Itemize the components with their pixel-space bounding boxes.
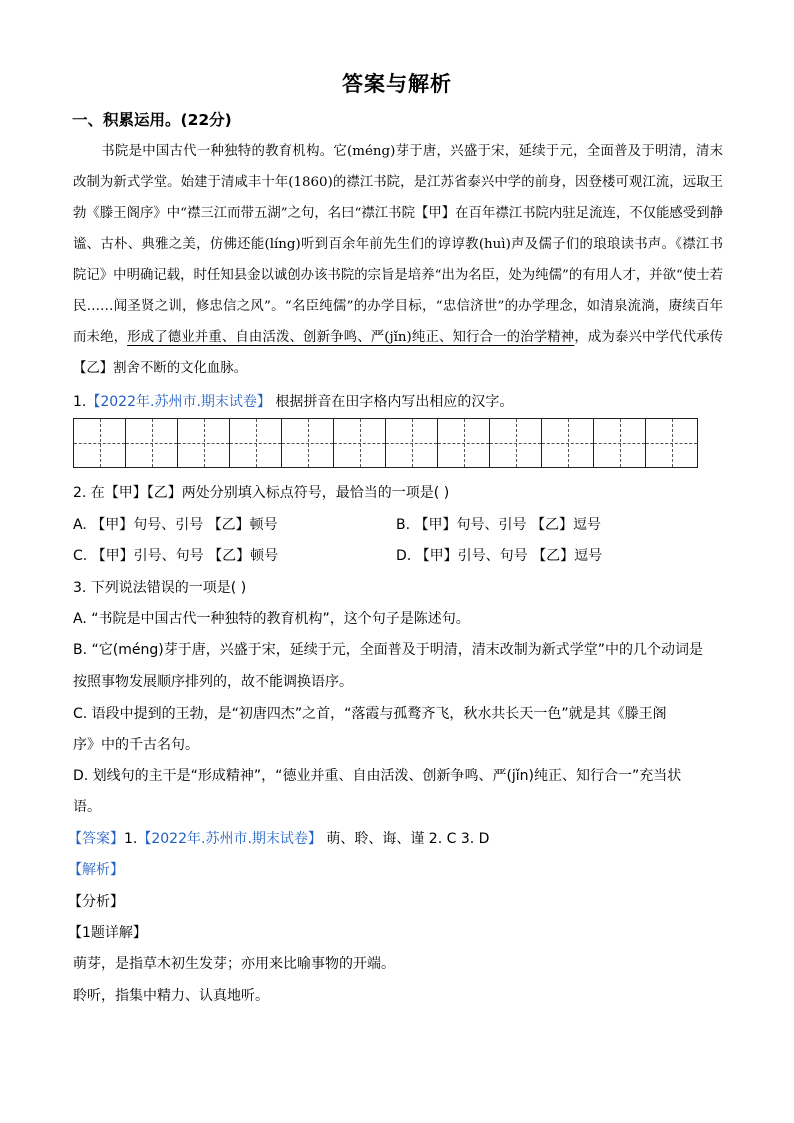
question-3: 3. 下列说法错误的一项是( ): [73, 580, 247, 596]
answer-label: 【答案】: [68, 831, 124, 847]
grid-cell[interactable]: [282, 419, 334, 467]
grid-cell[interactable]: [126, 419, 178, 467]
answer-source: 【2022年.苏州市.期末试卷】: [137, 831, 322, 847]
grid-cell[interactable]: [178, 419, 230, 467]
option-a: A. 【甲】句号、引号 【乙】顿号: [73, 517, 278, 533]
detail-line: 聆听，指集中精力、认真地听。: [73, 988, 269, 1004]
question-2: 2. 在【甲】【乙】两处分别填入标点符号，最恰当的一项是( ): [73, 485, 450, 501]
writing-grid: [73, 418, 698, 468]
passage-line: “忠信济世”的办学理念，如清泉流淌，赓续百年而未绝，: [73, 299, 723, 345]
option-b: B. 【甲】句号、引号 【乙】逗号: [396, 517, 601, 533]
grid-cell[interactable]: [594, 419, 646, 467]
page-title: 答案与解析: [342, 72, 452, 96]
q3-option-b-cont: 按照事物发展顺序排列的，故不能调换语序。: [73, 674, 353, 690]
passage-line: 处为纯儒”的有用人才，并欲“使士若民……闻圣贤之训，修忠信之风”。“名臣纯儒”的办学目标，: [73, 268, 723, 314]
question-source: 【2022年.苏州市.期末试卷】: [86, 394, 271, 410]
passage-line: 书院是中国古代一种独特的教育机构。它(méng)芽于唐，兴盛于宋，延续于元，全面普及于明清，: [101, 144, 696, 159]
q3-option-b: B. “它(méng)芽于唐，兴盛于宋，延续于元，全面普及于明清，清末改制为新式学堂”中的几个动词是: [73, 642, 703, 658]
question-1: [73, 391, 513, 411]
option-c: C. 【甲】引号、句号 【乙】顿号: [73, 548, 279, 564]
detail-line: 萌芽，是指草木初生发芽；亦用来比喻事物的开端。: [73, 956, 395, 972]
answer-line: [68, 828, 489, 848]
section-heading: 一、积累运用。(22分): [72, 111, 232, 129]
answer-text: 萌、聆、诲、谨 2. C 3. D: [326, 831, 490, 847]
grid-cell[interactable]: [334, 419, 386, 467]
reading-passage: [73, 136, 723, 384]
q3-option-d-cont: 语。: [73, 799, 101, 815]
passage-line: 连，不仅能感受到静谧、古朴、典雅之美，仿佛还能(líng)听到百余年前先生们的谆谆教(huì)声及儒: [73, 206, 723, 252]
passage-line: 子们的琅琅读书声。《襟江书院记》中明确记载，时任知县金以诚创办该书院的宗旨是培养“出为名臣，: [73, 237, 723, 283]
q3-option-a: A. “书院是中国古代一种独特的教育机构”，这个句子是陈述句。: [73, 611, 470, 627]
analysis-label: 【解析】: [68, 862, 124, 878]
underlined-sentence-cont: (jǐn)纯正、知行合一的治学精神: [384, 330, 575, 345]
q3-option-c-cont: 序》中的千古名句。: [73, 737, 199, 753]
q3-option-d: D. 划线句的主干是“形成精神”，“德业并重、自由活泼、创新争鸣、严(jǐn)纯正、知行合一”充当状: [73, 768, 682, 784]
question-text: 根据拼音在田字格内写出相应的汉字。: [275, 394, 514, 410]
grid-cell[interactable]: [542, 419, 594, 467]
grid-cell[interactable]: [646, 419, 698, 467]
question-number: 1.: [73, 394, 87, 410]
underlined-sentence: 形成了德业并重、自由活泼、创新争鸣、严: [127, 330, 385, 345]
q3-option-c: C. 语段中提到的王勃，是“初唐四杰”之首，“落霞与孤鹜齐飞，秋水共长天一色”就是其《滕王阁: [73, 706, 667, 722]
grid-cell[interactable]: [438, 419, 490, 467]
passage-line: 清末改制为新式学堂。始建于清咸丰十年(1860)的襟江书院，是江苏省泰兴中学的前身，因登楼可观江: [73, 144, 723, 190]
grid-cell[interactable]: [386, 419, 438, 467]
answer-number: 1.: [124, 831, 138, 847]
grid-cell[interactable]: [230, 419, 282, 467]
option-d: D. 【甲】引号、句号 【乙】逗号: [396, 548, 603, 564]
detail-label: 【1题详解】: [68, 925, 147, 941]
fenxi-label: 【分析】: [68, 894, 124, 910]
grid-cell[interactable]: [74, 419, 126, 467]
grid-cell[interactable]: [490, 419, 542, 467]
passage-line: 流，远取王勃《滕王阁序》中“襟三江而带五湖”之句，名曰“襟江书院【甲】在百年襟江书院内驻足流: [73, 175, 724, 221]
passage-tail: ，成为泰兴中学代代承传【乙】割舍不断的文化血脉。: [73, 330, 724, 376]
